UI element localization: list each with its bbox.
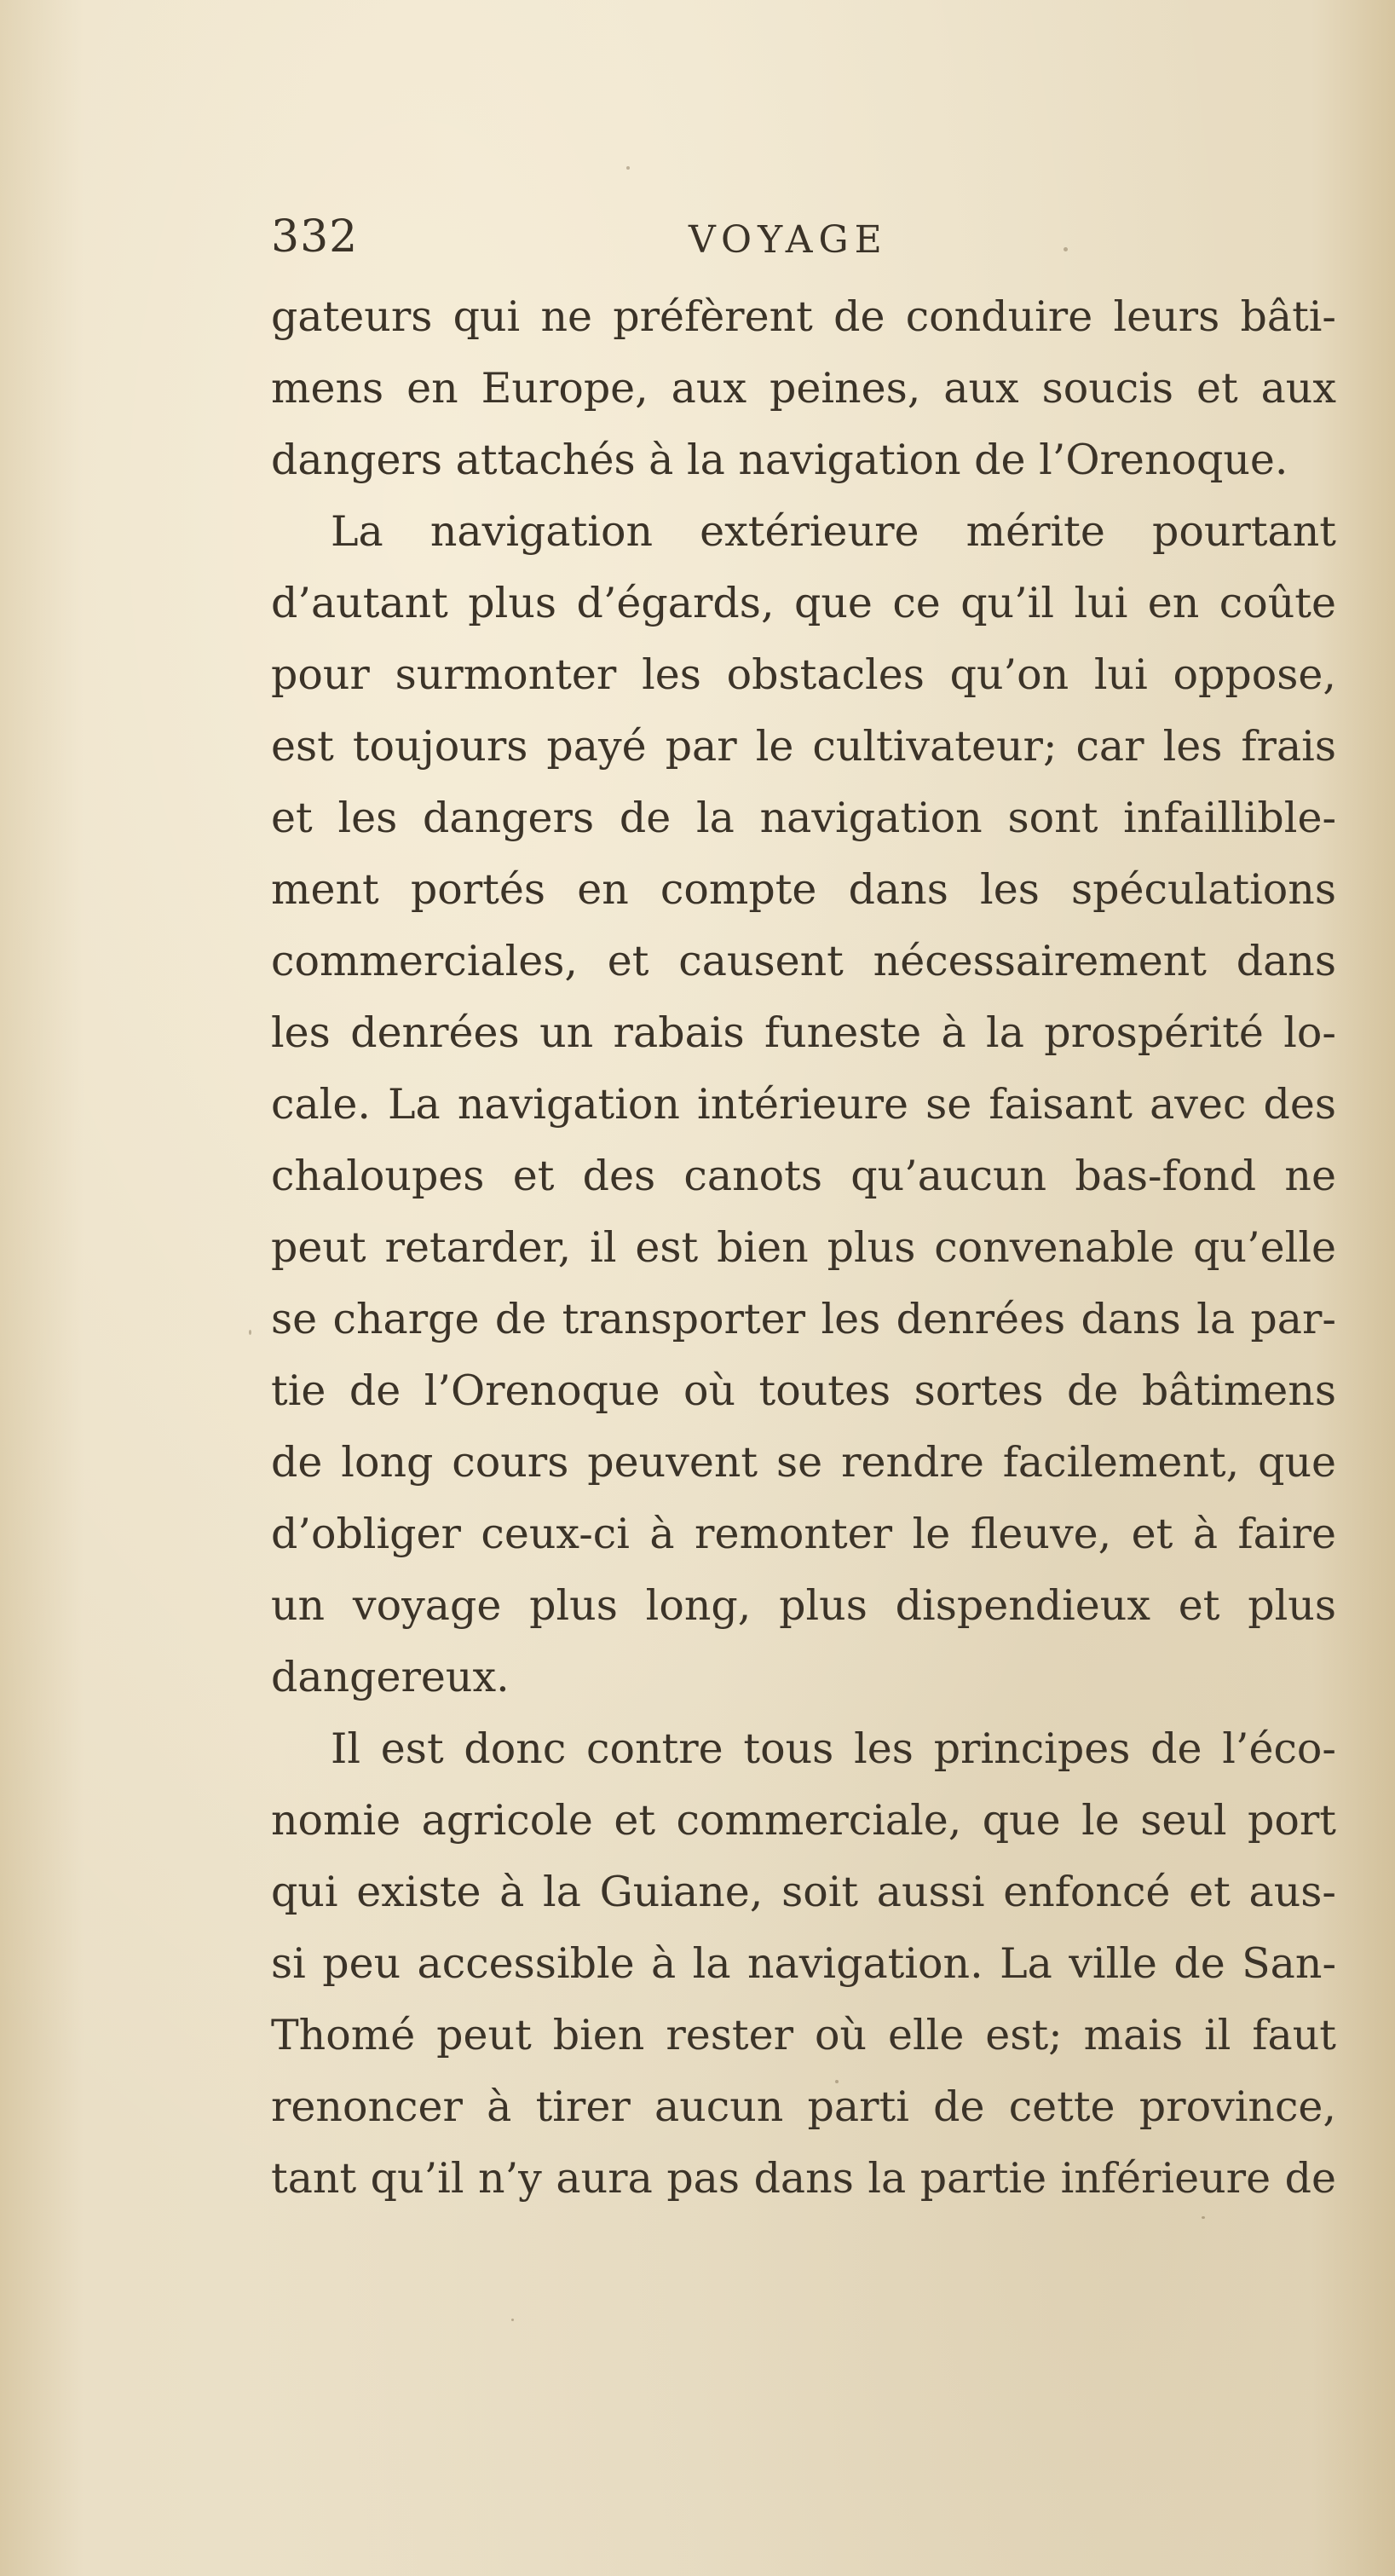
text-line: qui existe à la Guiane, soit aussi enfoncé et aus- <box>271 1868 1336 1916</box>
text-line: renoncer à tirer aucun parti de cette province, <box>271 2082 1336 2131</box>
text-line: tant qu’il n’y aura pas dans la partie inférieure de <box>271 2154 1336 2203</box>
text-line: et les dangers de la navigation sont infaillible- <box>271 794 1336 842</box>
body-text <box>271 281 1336 2215</box>
text-line: peut retarder, il est bien plus convenable qu’elle <box>271 1223 1336 1272</box>
text-line: tie de l’Orenoque où toutes sortes de bâtimens <box>271 1366 1336 1415</box>
text-line: se charge de transporter les denrées dans la par- <box>271 1295 1336 1343</box>
text-line: ment portés en compte dans les spéculations <box>271 865 1336 914</box>
text-line: Thomé peut bien rester où elle est; mais il faut <box>271 2011 1336 2059</box>
text-line: commerciales, et causent nécessairement dans <box>271 937 1336 985</box>
text-line: d’obliger ceux-ci à remonter le fleuve, et à faire <box>271 1510 1336 1558</box>
text-line: chaloupes et des canots qu’aucun bas-fond ne <box>271 1152 1336 1200</box>
text-line: gateurs qui ne préfèrent de conduire leurs bâti- <box>271 292 1336 341</box>
text-line: un voyage plus long, plus dispendieux et plus <box>271 1581 1336 1630</box>
text-line: dangers attachés à la navigation de l’Orenoque. <box>271 436 1288 484</box>
text-line: nomie agricole et commerciale, que le seul port <box>271 1796 1336 1845</box>
text-line: de long cours peuvent se rendre facilement, que <box>271 1438 1336 1487</box>
paragraph-first-line: La navigation extérieure mérite pourtant <box>331 507 1336 556</box>
text-line: les denrées un rabais funeste à la prospérité lo- <box>271 1008 1336 1057</box>
paragraph-first-line: Il est donc contre tous les principes de l’éco- <box>331 1724 1336 1773</box>
text-line: pour surmonter les obstacles qu’on lui oppose, <box>271 650 1336 699</box>
text-line: est toujours payé par le cultivateur; car les frais <box>271 722 1336 771</box>
page-header <box>271 211 1336 271</box>
text-line: cale. La navigation intérieure se faisant avec des <box>271 1080 1336 1129</box>
text-line: mens en Europe, aux peines, aux soucis et aux <box>271 364 1336 413</box>
running-head: VOYAGE <box>689 218 888 262</box>
text-line: si peu accessible à la navigation. La ville de San- <box>271 1939 1336 1988</box>
page-number: 332 <box>271 211 359 263</box>
text-line: d’autant plus d’égards, que ce qu’il lui en coûte <box>271 579 1336 627</box>
text-line: dangereux. <box>271 1653 510 1701</box>
